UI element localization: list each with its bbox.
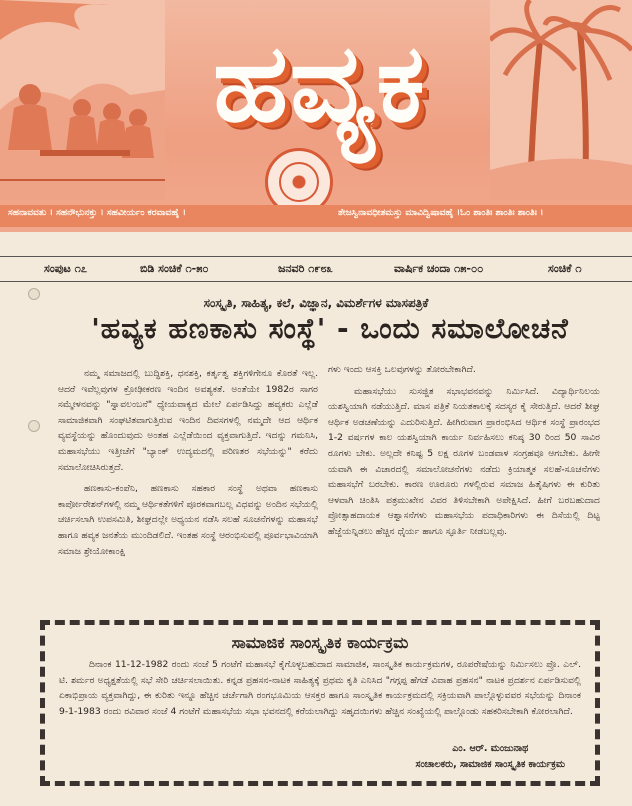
cultural-programme-notice [40,620,600,786]
article-left-column [58,366,318,565]
single-issue-price: ಬಿಡಿ ಸಂಚಿಕೆ ೧-೫೦ [140,262,209,275]
palm-trees-illustration [490,0,632,200]
masthead [0,0,632,232]
article-paragraph: ನಮ್ಮ ಸಮಾಜದಲ್ಲಿ ಬುದ್ಧಿಶಕ್ತಿ, ಧನಶಕ್ತಿ, ಕರ್ತೃತ್ವ ಶಕ್ತಿಗಳಿಗೇನೂ ಕೊರತೆ ಇಲ್ಲ. ಆದರೆ ಇವೆಲ್ಲವುಗಳ ಕ್ರೋಢೀಕರಣ ಇಂದಿನ ಅವಶ್ಯಕತೆ. ಅಂತೆಯೇ 1982ರ ಸಾಗರ ಸಮ್ಮೇಳನವನ್ನು "ಸ್ವಾವಲಂಬನೆ" ಧ್ಯೇಯವಾಕ್ಯದ ಮೇಲೆ ಏರ್ಪಡಿಸಿದ್ದು ಹವ್ಯಕರು ಎಲ್ಲೆಡೆ ಸಾಮಾಜಿಕವಾಗಿ ಸಂಘಟಿತವಾಗುತ್ತಿರುವ ಇಂದಿನ ದಿವಸಗಳಲ್ಲಿ ನಮ್ಮದೇ ಆದ ಆರ್ಥಿಕ ವ್ಯವಸ್ಥೆಯನ್ನು ಹೊಂದುವುದು ಅಂತಹ ಎಲ್ಲೆಡೆಯಿಂದ ವ್ಯಕ್ತವಾಗುತ್ತಿದೆ. ಇದನ್ನು ಗಮನಿಸಿ, ಮಹಾಸಭೆಯು ಇತ್ತೀಚೆಗೆ "ಬ್ಯಾಂಕ್ ಉದ್ಯಮದಲ್ಲಿ ಪರಿಣತರ ಸಭೆಯನ್ನು" ಕರೆದು ಸಮಾಲೋಚಿಸಿರುತ್ತದೆ. [58,368,318,473]
notice-body: ದಿನಾಂಕ 11-12-1982 ರಂದು ಸಂಜೆ 5 ಗಂಟೆಗೆ ಮಹಾಸಭೆ ಕೈಗೊಳ್ಳಬಹುದಾದ ಸಾಮಾಜಿಕ, ಸಾಂಸ್ಕೃತಿಕ ಕಾರ್ಯಕ್ರಮಗಳ, ರೂಪರೇಷೆಯನ್ನು ನಿರ್ಮಿಸಲು ಪ್ರೊ. ಎಲ್. ಟಿ. ಶರ್ಮರ ಅಧ್ಯಕ್ಷತೆಯಲ್ಲಿ ಸಭೆ ಸೇರಿ ಚರ್ಚಿಸಲಾಯಿತು. ಕನ್ನಡ ಪ್ರಹಸನ-ನಾಟಕ ಸಾಹಿತ್ಯಕ್ಕೆ ಪ್ರಥಮ ಕೃತಿ ಎನಿಸಿದ "ಗಗ್ಗಪ್ಪ ಹೆಗಡೆ ವಿವಾಹ ಪ್ರಹಸನ" ನಾಟಕ ಪ್ರದರ್ಶನ ಏರ್ಪಡಿಸುವಲ್ಲಿ ಏಕಾಭಿಪ್ರಾಯ ವ್ಯಕ್ತವಾಗಿದ್ದು, ಈ ಕುರಿತು ಇನ್ನೂ ಹೆಚ್ಚಿನ ಚರ್ಚೆಗಾಗಿ ರಂಗಭೂಮಿಯ ಆಸಕ್ತರ ಹಾಗೂ ಸಾಂಸ್ಕೃತಿಕ ಕಾರ್ಯಕ್ರಮದಲ್ಲಿ ಸಕ್ರಿಯವಾಗಿ ಪಾಲ್ಗೊಳ್ಳುವವರ ಸಭೆಯನ್ನು ದಿನಾಂಕ 9-1-1983 ರಂದು ರವಿವಾರ ಸಂಜೆ 4 ಗಂಟೆಗೆ ಮಹಾಸಭೆಯ ಸಭಾ ಭವನದಲ್ಲಿ ಕರೆಯಲಾಗಿದ್ದು ಸಹೃದಯಿಗಳು ಹೆಚ್ಚಿನ ಸಂಖ್ಯೆಯಲ್ಲಿ ಪಾಲ್ಗೊಂಡು ಸಹಕರಿಸಬೇಕಾಗಿ ಕೋರಲಾಗಿದೆ. [59,659,581,717]
notice-title: ಸಾಮಾಜಿಕ ಸಾಂಸ್ಕೃತಿಕ ಕಾರ್ಯಕ್ರಮ [231,633,409,652]
signatory-name: ಎಂ. ಆರ್. ಮಂಜುನಾಥ [452,743,529,754]
issue-number: ಸಂಚಿಕೆ ೧ [548,262,582,275]
volume-label: ಸಂಪುಟ ೧೭ [44,262,88,275]
annual-subscription: ವಾರ್ಷಿಕ ಚಂದಾ ೧೫-೦೦ [394,262,484,275]
issue-date: ಜನವರಿ ೧೯೮೩ [278,262,333,275]
article-paragraph: ಹಣಕಾಸು-ಕಂಪೆನಿ, ಹಣಕಾಸು ಸಹಕಾರ ಸಂಸ್ಥೆ ಅಥವಾ ಹಣಕಾಸು ಕಾರ್ಪೋರೇಶನ್‌ಗಳಲ್ಲಿ ನಮ್ಮ ಆರ್ಥಿಕತೆಗಳಿಗೆ ಪೂರಕವಾಗಬಲ್ಲ ವಿಧವನ್ನು ಅಂದಿನ ಸಭೆಯಲ್ಲಿ ಚರ್ಚಿಸಲಾಗಿ ಉಪಸಮಿತಿ, ಶೀಘ್ರದಲ್ಲೇ ಅಧ್ಯಯನ ನಡೆಸಿ ಸಲಹೆ ಸೂಚನೆಗಳನ್ನು ಮಹಾಸಭೆ ಹಾಗೂ ಹವ್ಯಕ ಜನತೆಯ ಮುಂದಿಡಲಿದೆ. ಇಂತಹ ಸಂಸ್ಥೆ ಆರಂಭಿಸುವಲ್ಲಿ ಪೂರ್ವಭಾವಿಯಾಗಿ ಸಮಾಜ ಶ್ರೇಯೋಕಾಂಕ್ಷಿ [58,483,318,557]
article-paragraph: ಮಹಾಸಭೆಯು ಸುಸಜ್ಜಿತ ಸಭಾಭವನವನ್ನು ನಿರ್ಮಿಸಿದೆ. ವಿದ್ಯಾರ್ಥಿನಿಲಯ ಯಶಸ್ವಿಯಾಗಿ ನಡೆಯುತ್ತಿದೆ. ಮಾಸ ಪತ್ರಿಕೆ ನಿಯತಕಾಲಕ್ಕೆ ಸದಸ್ಯರ ಕೈ ಸೇರುತ್ತಿದೆ. ಆದರೆ ಶೀಘ್ರ ಆರ್ಥಿಕ ಅಡಚಣೆಯನ್ನು ಎದುರಿಸುತ್ತಿದೆ. ಹೀಗಿರುವಾಗ ಪ್ರಾರಂಭಿಸಿದ ಆರ್ಥಿಕ ಸಂಸ್ಥೆ ಪ್ರಾರಂಭದ 1-2 ವರ್ಷಗಳ ಕಾಲ ಯಶಸ್ವಿಯಾಗಿ ಕಾರ್ಯ ನಿರ್ವಹಿಸಲು ಕನಿಷ್ಠ 30 ರಿಂದ 50 ಸಾವಿರ ರೂಗಳು ಬೇಕು. ಅಲ್ಲದೇ ಕನಿಷ್ಟ 5 ಲಕ್ಷ ರೂಗಳ ಬಂಡವಾಳ ಸಂಗ್ರಹವೂ ಆಗಬೇಕು. ಹೀಗೇ ಯವಾಗಿ ಈ ವಿಚಾರದಲ್ಲಿ ಸಮಾಲೋಚನೆಗಳು ನಡೆದು ಕ್ರಿಯಾತ್ಮಕ ಸಲಹೆ-ಸೂಚನೆಗಳು ಮಹಾಸಭೆಗೆ ಬರಬೇಕು. ಕಾರಣ ಊರೂರು ಗಳಲ್ಲಿರುವ ಸಮಾಜ ಹಿತೈಷಿಗಳು ಈ ಕುರಿತು ಆಳವಾಗಿ ಚಿಂತಿಸಿ ಪತ್ರಮುಖೇನ ವಿವರ ತಿಳಿಸಬೇಕಾಗಿ ಅಪೇಕ್ಷಿಸಿದೆ. ಹೀಗೆ ಬರಬಹುದಾದ ಪ್ರೋತ್ಸಾಹದಾಯಕ ಆಶ್ವಾಸನೆಗಳು ಮಹಾಸಭೆಯ ಪದಾಧಿಕಾರಿಗಳು ಈ ದಿಸೆಯಲ್ಲಿ ದಿಟ್ಟ ಹೆಜ್ಜೆಯನ್ನಿಡಲು ಹೆಚ್ಚಿನ ಧೈರ್ಯ ಹಾಗೂ ಸ್ಫೂರ್ತಿ ನೀಡಬಲ್ಲವು. [328,385,600,537]
notice-signature [416,741,565,773]
motto-left: ಸಹನಾವವತು । ಸಹನೌಭುನಕ್ತು । ಸಹವೀರ್ಯಂ ಕರವಾವಹೈ । [8,208,186,218]
punch-hole [28,420,40,432]
publication-title: ಹವ್ಯಕ [213,21,427,146]
tagline: ಸಂಸ್ಕೃತಿ, ಸಾಹಿತ್ಯ, ಕಲೆ, ವಿಜ್ಞಾನ, ವಿಮರ್ಶೆಗಳ ಮಾಸಪತ್ರಿಕೆ [203,296,429,310]
signatory-role: ಸಂಚಾಲಕರು, ಸಾಮಾಜಿಕ ಸಾಂಸ್ಕೃತಿಕ ಕಾರ್ಯಕ್ರಮ [415,759,565,770]
article-right-column [328,362,600,546]
scholars-illustration [0,0,165,200]
emblem-wheel-icon [279,162,319,202]
headline: 'ಹವ್ಯಕ ಹಣಕಾಸು ಸಂಸ್ಥೆ' - ಒಂದು ಸಮಾಲೋಚನೆ [91,312,569,345]
punch-hole [28,288,40,300]
article-paragraph: ಗಳು ಇಂದು ಆಸಕ್ತಿ ಒಲವುಗಳನ್ನು ತೋರಬೇಕಾಗಿದೆ. [328,364,476,375]
motto-bar [0,205,632,227]
motto-right: ತೇಜಸ್ವಿನಾವಧೀತಮಸ್ತು ಮಾವಿದ್ವಿಷಾವಹೈ ।ಓಂ ಶಾಂತಿಃ ಶಾಂತಿಃ ಶಾಂತಿಃ । [338,208,544,218]
issue-info-bar [0,256,632,282]
